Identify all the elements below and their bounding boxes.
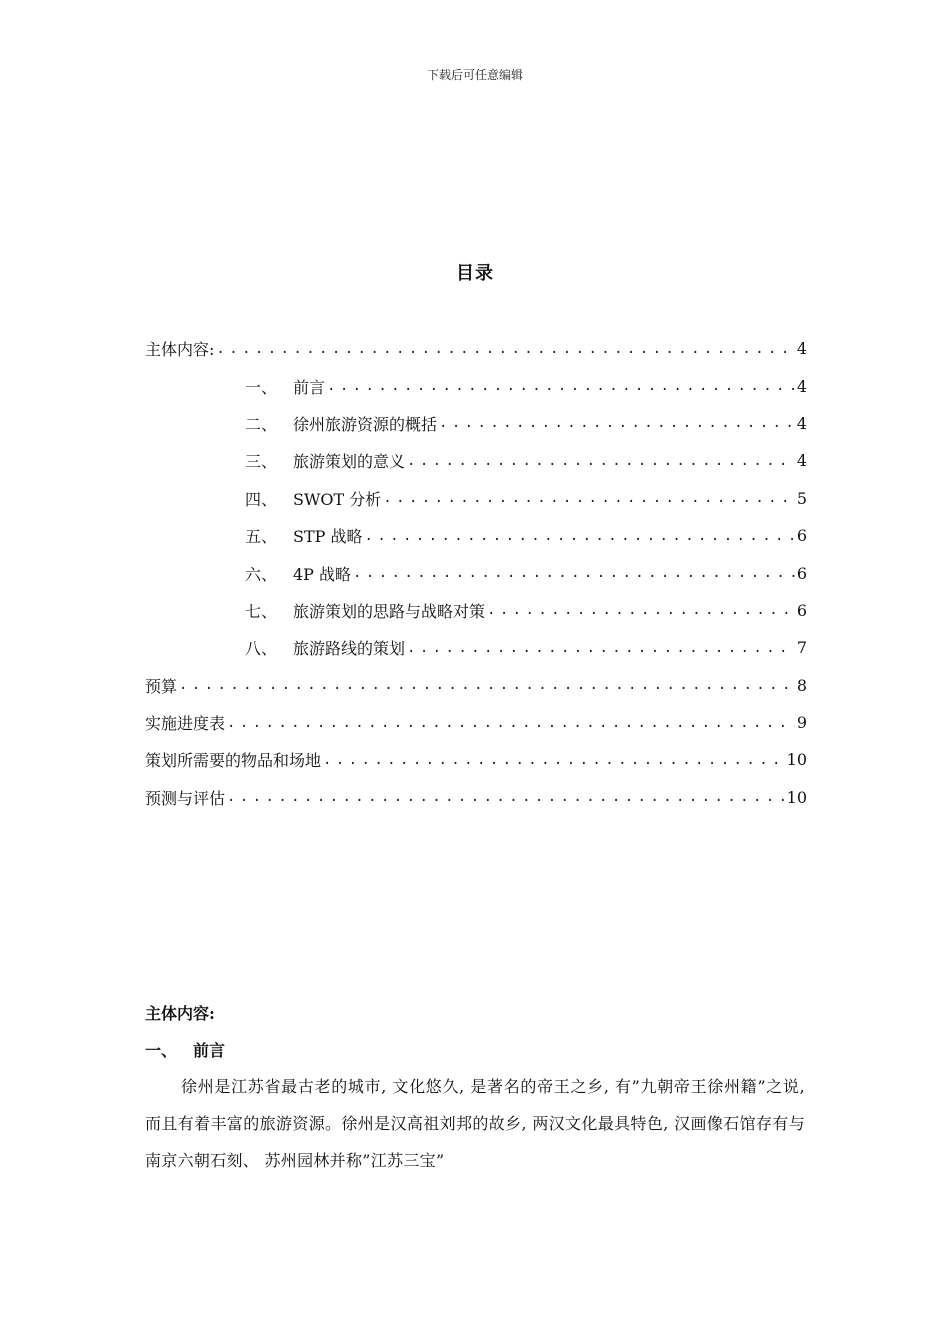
toc-entry-preface[interactable] bbox=[145, 367, 807, 404]
toc-entry-route-planning[interactable] bbox=[145, 629, 807, 666]
toc-leader-dots bbox=[407, 640, 795, 656]
toc-entry-number: 一、 bbox=[245, 377, 278, 397]
toc-leader-dots bbox=[216, 341, 794, 357]
toc-page-number: 7 bbox=[796, 638, 807, 658]
toc-entry-label: 预算 bbox=[145, 676, 178, 696]
toc-entry-label: SWOT 分析 bbox=[293, 489, 382, 509]
toc-entry-number: 三、 bbox=[245, 452, 278, 472]
section-heading-preface bbox=[145, 1038, 225, 1061]
toc-leader-dots bbox=[365, 528, 795, 544]
toc-leader-dots bbox=[439, 415, 795, 431]
header-note: 下载后可任意编辑 bbox=[426, 68, 523, 82]
toc-page-number: 6 bbox=[796, 563, 807, 583]
toc-entry-label: 旅游策划的思路与战略对策 bbox=[293, 601, 486, 621]
toc-entry-number: 五、 bbox=[245, 527, 278, 547]
toc-entry-label: 前言 bbox=[293, 377, 326, 397]
toc-leader-dots bbox=[227, 715, 795, 731]
toc-leader-dots bbox=[353, 565, 795, 581]
toc-page-number: 4 bbox=[796, 451, 807, 471]
toc-page-number: 9 bbox=[796, 713, 807, 733]
toc-page-number: 4 bbox=[796, 339, 807, 359]
toc-entry-planning-significance[interactable] bbox=[145, 442, 807, 479]
toc-entry-label: 实施进度表 bbox=[145, 714, 226, 734]
section-title: 前言 bbox=[193, 1041, 226, 1060]
toc-entry-stp[interactable] bbox=[145, 517, 807, 554]
body-heading: 主体内容: bbox=[145, 1004, 215, 1023]
toc-entry-main-content[interactable] bbox=[145, 330, 807, 367]
toc-entry-schedule[interactable] bbox=[145, 704, 807, 741]
toc-page-number: 10 bbox=[786, 787, 807, 807]
toc-entry-number: 二、 bbox=[245, 414, 278, 434]
toc-entry-forecast-evaluation[interactable] bbox=[145, 779, 807, 816]
section-number: 一、 bbox=[145, 1041, 178, 1060]
preface-paragraph: 徐州是江苏省最古老的城市, 文化悠久, 是著名的帝王之乡, 有”九朝帝王徐州籍”之说, 而且有着丰富的旅游资源。徐州是汉高祖刘邦的故乡, 两汉文化最具特色, 汉画像石馆存有与南京六朝石刻、 苏州园林并称”江苏三宝” bbox=[145, 1077, 805, 1170]
toc-entry-number: 七、 bbox=[245, 601, 278, 621]
toc-entry-label: 策划所需要的物品和场地 bbox=[145, 751, 322, 771]
toc-entry-label: 旅游路线的策划 bbox=[293, 639, 406, 659]
toc-entry-budget[interactable] bbox=[145, 667, 807, 704]
toc-entry-resources-overview[interactable] bbox=[145, 405, 807, 442]
toc-leader-dots bbox=[227, 789, 785, 805]
toc-entry-strategy[interactable] bbox=[145, 592, 807, 629]
toc-entry-label: STP 战略 bbox=[293, 527, 363, 547]
toc-page-number: 10 bbox=[786, 750, 807, 770]
toc-entry-materials-venues[interactable] bbox=[145, 741, 807, 778]
toc-entry-label: 预测与评估 bbox=[145, 788, 226, 808]
toc-entry-label: 徐州旅游资源的概括 bbox=[293, 414, 438, 434]
toc-page-number: 6 bbox=[796, 600, 807, 620]
table-of-contents bbox=[145, 330, 807, 816]
toc-leader-dots bbox=[327, 378, 795, 394]
toc-entry-label: 主体内容: bbox=[145, 340, 215, 360]
toc-entry-swot[interactable] bbox=[145, 480, 807, 517]
toc-entry-label: 旅游策划的意义 bbox=[293, 452, 406, 472]
toc-page-number: 6 bbox=[796, 526, 807, 546]
toc-leader-dots bbox=[383, 490, 795, 506]
toc-entry-label: 4P 战略 bbox=[293, 564, 352, 584]
toc-leader-dots bbox=[323, 752, 785, 768]
toc-entry-number: 六、 bbox=[245, 564, 278, 584]
toc-page-number: 4 bbox=[796, 376, 807, 396]
toc-entry-4p[interactable] bbox=[145, 554, 807, 591]
toc-page-number: 4 bbox=[796, 413, 807, 433]
toc-leader-dots bbox=[179, 677, 795, 693]
toc-leader-dots bbox=[407, 453, 795, 469]
toc-page-number: 8 bbox=[796, 675, 807, 695]
toc-leader-dots bbox=[487, 602, 795, 618]
toc-entry-number: 八、 bbox=[245, 639, 278, 659]
toc-page-number: 5 bbox=[796, 488, 807, 508]
toc-title: 目录 bbox=[456, 263, 494, 284]
toc-entry-number: 四、 bbox=[245, 489, 278, 509]
